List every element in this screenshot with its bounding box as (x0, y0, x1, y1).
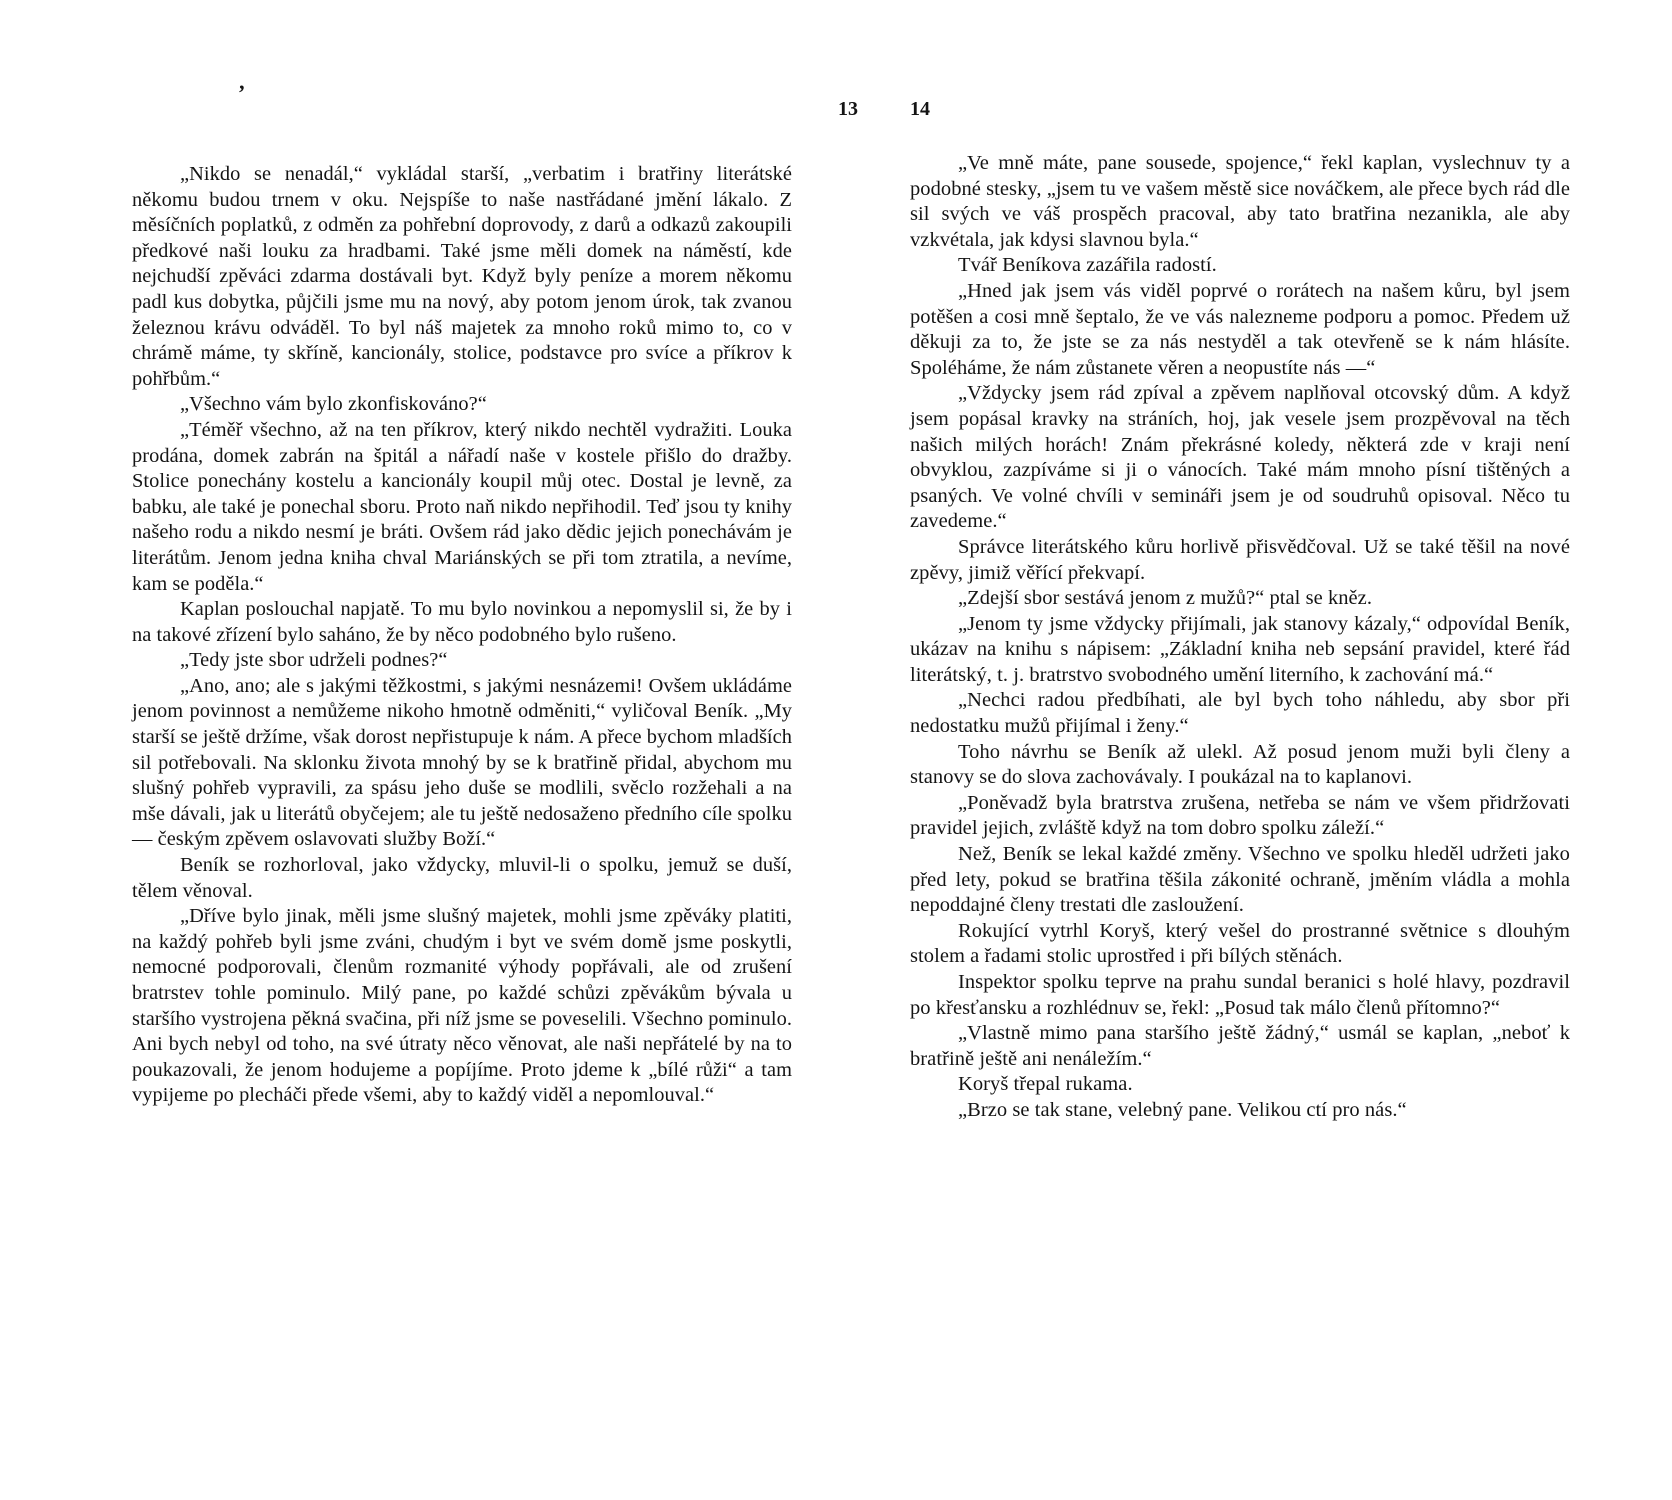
paragraph: Inspektor spolku teprve na prahu sundal beranici s holé hlavy, pozdravil po křesťansku a rozhlédnuv se, řekl: „Posud tak málo členů přítomno?“ (910, 971, 1570, 1019)
paragraph: „Vždycky jsem rád zpíval a zpěvem naplňoval otcovský dům. A když jsem popásal kravky na stráních, hoj, jak vesele jsem prozpěvoval na těch našich milých horách! Znám překrásné koledy, některá zde v kraji není obvyklou, zazpíváme si ji o vánocích. Také mám mnoho písní tištěných a psaných. Ve volné chvíli v semináři jsem je od soudruhů opisoval. Něco tu zavedeme.“ (910, 382, 1570, 533)
paragraph: „Poněvadž byla bratrstva zrušena, netřeba se nám ve všem přidržovati pravidel jejich, zvláště když na tom dobro spolku záleží.“ (910, 791, 1570, 840)
paragraph: „Nikdo se nenadál,“ vykládal starší, „verbatim i bratřiny literátské někomu budou trnem v oku. Nejspíše to naše nastřádané jmění lákalo. Z měsíčních poplatků, z odměn za pohřební doprovody, z darů a odkazů zakoupili předkové naši louku za hradbami. Také jsme měli domek na náměstí, kde nejchudší zpěváci zdarma dostávali byt. Když byly peníze a morem někomu padl kus dobytka, půjčili jsme mu na nový, aby potom jenom úrok, tak zvanou železnou krávu odváděl. To byl náš majetek za mnoho roků mimo to, co v chrámě máme, ty skříně, kancionály, stolice, podstavce pro svíce a příkrov k pohřbům.“ (132, 163, 792, 390)
paragraph: Správce literátského kůru horlivě přisvědčoval. Už se také těšil na nové zpěvy, jimiž věřící překvapí. (910, 535, 1570, 584)
paragraph: Koryš třepal rukama. (958, 1073, 1133, 1096)
page-text (910, 151, 1570, 1124)
paragraph: „Nechci radou předbíhati, ale byl bych toho náhledu, aby sbor při nedostatku mužů přijímal i ženy.“ (910, 689, 1570, 738)
paragraph: „Ve mně máte, pane sousede, spojence,“ řekl kaplan, vyslechnuv ty a podobné stesky, „jsem tu ve vašem městě sice nováčkem, ale přece bych rád dle sil svých ve váš prospěch pracoval, aby tato bratřina nezanikla, ale aby vzkvétala, jak kdysi slavnou byla.“ (910, 152, 1570, 251)
paragraph: „Téměř všechno, až na ten příkrov, který nikdo nechtěl vydražiti. Louka prodána, domek zabrán na špitál a nářadí naše v kostele přišlo do dražby. Stolice ponechány kostelu a kancionály koupil můj otec. Dostal je levně, za babku, ale také je ponechal sboru. Proto naň nikdo nepřihodil. Teď jsou ty knihy našeho rodu a nikdo nesmí je bráti. Ovšem rád jako dědic jejich ponechávám je literátům. Jenom jedna kniha chval Mariánských se při tom ztratila, a nevíme, kam se poděla.“ (132, 418, 792, 595)
paragraph: Než, Beník se lekal každé změny. Všechno ve spolku hleděl udržeti jako před lety, pokud se bratřina těšila zákonité ochraně, jměním vládla a mohla nepoddajné členy trestati dle zasloužení. (910, 843, 1570, 917)
paragraph: Beník se rozhorloval, jako vždycky, mluvil-li o spolku, jemuž se duší, tělem věnoval. (132, 854, 792, 902)
page-number: 13 (838, 98, 858, 120)
print-mark: ’ (238, 80, 246, 105)
paragraph: „Zdejší sbor sestává jenom z mužů?“ ptal se kněz. (958, 587, 1373, 610)
paragraph: Tvář Beníkova zazářila radostí. (958, 254, 1217, 277)
paragraph: „Brzo se tak stane, velebný pane. Velikou ctí pro nás.“ (958, 1098, 1407, 1121)
paragraph: „Vlastně mimo pana staršího ještě žádný,“ usmál se kaplan, „neboť k bratřině ještě ani nenáležím.“ (910, 1022, 1570, 1070)
paragraph: Rokující vytrhl Koryš, který vešel do prostranné světnice s dlouhým stolem a řadami stolic uprostřed i při bílých stěnách. (910, 919, 1570, 968)
paragraph: „Jenom ty jsme vždycky přijímali, jak stanovy kázaly,“ odpovídal Beník, ukázav na knihu s nápisem: „Základní kniha neb sepsání pravidel, které řád literátský, t. j. bratrstvo svobodného umění literního, k zachování má.“ (910, 612, 1570, 686)
paragraph: „Tedy jste sbor udrželi podnes?“ (180, 649, 448, 672)
paragraph: Toho návrhu se Beník až ulekl. Až posud jenom muži byli členy a stanovy se do slova zachovávaly. I poukázal na to kaplanovi. (910, 740, 1570, 789)
paragraph: „Ano, ano; ale s jakými těžkostmi, s jakými nesnázemi! Ovšem ukládáme jenom povinnost a nemůžeme nikoho hmotně odměniti,“ vyličoval Beník. „My starší se ještě držíme, však dorost nepřistupuje k nám. A přece bychom mladších sil potřebovali. Na sklonku života mnohý by se k bratřině přidal, abychom mu slušný pohřeb vypravili, za spásu jeho duše se modlili, svěclo rozžehali a na mše dávali, jak u literátů obyčejem; ale tu ještě nedosaženo předního cíle spolku — českým zpěvem oslavovati služby Boží.“ (132, 674, 792, 851)
paragraph: „Hned jak jsem vás viděl poprvé o rorátech na našem kůru, byl jsem potěšen a cosi mně šeptalo, že ve vás nalezneme podporu a pomoc. Předem už děkuji za to, že jste se za nás nestyděl a tak otevřeně se k nám hlásíte. Spoléháme, že nám zůstanete věren a neopustíte nás —“ (910, 279, 1570, 379)
paragraph: Kaplan poslouchal napjatě. To mu bylo novinkou a nepomyslil si, že by i na takové zřízení bylo saháno, že by něco podobného bylo rušeno. (132, 598, 792, 646)
page-number: 14 (910, 98, 930, 120)
paragraph: „Dříve bylo jinak, měli jsme slušný majetek, mohli jsme zpěváky platiti, na každý pohřeb byli jsme zváni, chudým i byt ve svém domě jsme poskytli, nemocné podporovali, členům rozmanité výhody popřávali, ale od zrušení bratrstev tohle pominulo. Milý pane, po každé schůzi zpěvákům bývala u staršího vystrojena pěkná svačina, při níž jsme se poveselili. Všechno pominulo. Ani bych nebyl od toho, na své útraty něco věnovat, ale naši nepřátelé by na to poukazovali, že jenom hodujeme a popíjíme. Proto jdeme k „bílé růži“ a tam vypijeme po plecháči přede všemi, aby to každý viděl a nepomlouval.“ (132, 905, 792, 1107)
page-text (132, 162, 792, 1109)
paragraph: „Všechno vám bylo zkonfiskováno?“ (180, 393, 487, 416)
